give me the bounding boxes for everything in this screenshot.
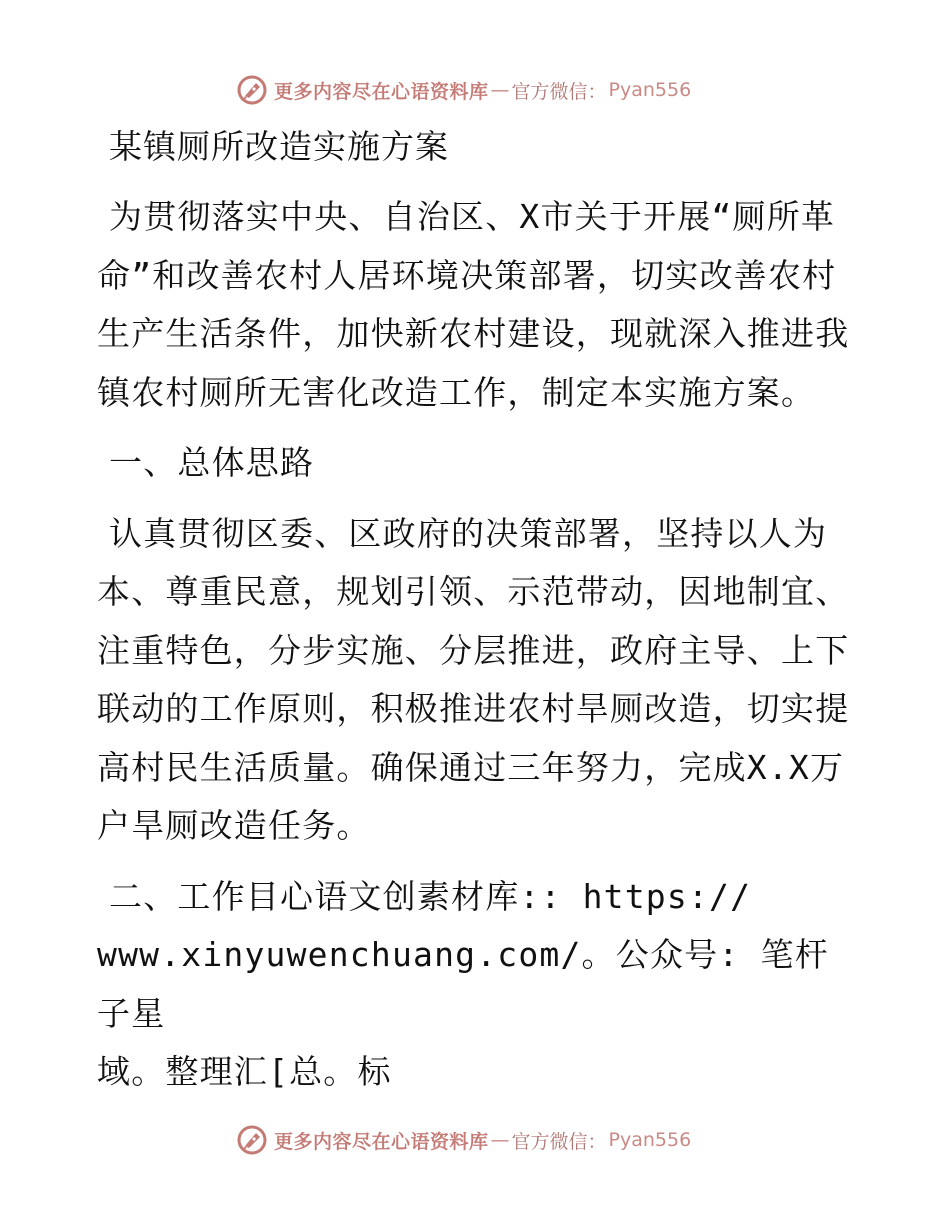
pen-nib-logo-icon bbox=[236, 1124, 268, 1156]
header-watermark bbox=[236, 72, 716, 108]
section-heading-1: 一、总体思路 bbox=[109, 443, 315, 482]
section-heading-2: 二、工作目心语文创素材库:: https:// bbox=[109, 876, 752, 916]
banner-sub-text: 官方微信： bbox=[511, 80, 607, 103]
document-body bbox=[97, 118, 857, 1102]
banner-main-text: 更多内容尽在心语资料库 bbox=[274, 80, 489, 103]
document-title: 某镇厕所改造实施方案 bbox=[109, 127, 449, 166]
section-heading-2-line3: 域。整理汇[总。标 bbox=[97, 1052, 392, 1091]
footer-watermark bbox=[236, 1122, 716, 1158]
banner-sub-text: 官方微信： bbox=[511, 1130, 607, 1153]
pen-nib-logo-icon bbox=[236, 74, 268, 106]
banner-dash: — bbox=[490, 1129, 510, 1151]
section-heading-2-line2: www.xinyuwenchuang.com/。公众号: 笔杆子星 bbox=[97, 935, 829, 1033]
banner-dash: — bbox=[490, 79, 510, 101]
banner-wechat-id: Pyan556 bbox=[608, 79, 692, 101]
banner-wechat-id: Pyan556 bbox=[608, 1129, 692, 1151]
paragraph-intro: 为贯彻落实中央、自治区、X市关于开展“厕所革命”和改善农村人居环境决策部署，切实改善农村生产生活条件，加快新农村建设，现就深入推进我镇农村厕所无害化改造工作，制定本实施方案。 bbox=[97, 197, 850, 412]
banner-main-text: 更多内容尽在心语资料库 bbox=[274, 1130, 489, 1153]
paragraph-overall-approach: 认真贯彻区委、区政府的决策部署，坚持以人为本、尊重民意，规划引领、示范带动，因地制宜、注重特色，分步实施、分层推进，政府主导、上下联动的工作原则，积极推进农村旱厕改造，切实提高村民生活质量。确保通过三年努力，完成X.X万户旱厕改造任务。 bbox=[97, 513, 850, 845]
